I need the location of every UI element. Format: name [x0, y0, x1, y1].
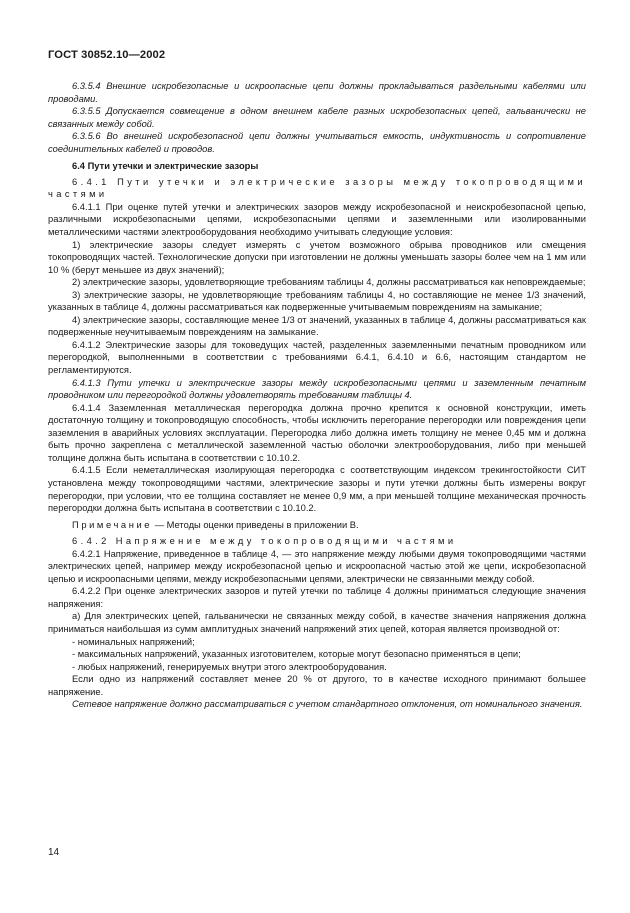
item-a: а) Для электрических цепей, гальванически не связанных между собой, в качестве значения напряжения должна приниматься наибольшая из сумм амплитудных значений напряжений этих цепей, которая является производной от:: [48, 611, 586, 634]
paragraph-6-4-1-1: 6.4.1.1 При оценке путей утечки и электрических зазоров между искробезопасной и неискробезопасной цепью, различными искробезопасными цепями, искробезопасными цепями и заземленными или изолированными металлическими частями электрооборудования необходимо учитывать следующие условия:: [48, 201, 586, 238]
paragraph-network-voltage: Сетевое напряжение должно рассматриваться с учетом стандартного отклонения, от номинального значения.: [72, 699, 583, 710]
paragraph-6-3-5-6: 6.3.5.6 Во внешней искробезопасной цепи должны учитываться емкость, индуктивность и сопротивление соединительных кабелей и проводов.: [48, 131, 586, 154]
subsection-heading-6-4-2: 6.4.2 Напряжение между токопроводящими частями: [72, 536, 457, 547]
note-label: Примечание: [72, 519, 153, 530]
paragraph-6-4-1-2: 6.4.1.2 Электрические зазоры для токоведущих частей, разделенных заземленными печатным проводником или перегородкой, выполненными в соответствии с требованиями 6.4.1, 6.4.10 и 6.6, настоящим стандартом не регламентируются.: [48, 339, 586, 376]
condition-3: 3) электрические зазоры, не удовлетворяющие требованиям таблицы 4, но составляющие не менее 1/3 значений, указанных в таблице 4, должны рассматриваться как подверженные учитываемым повреждениям на замыкание;: [48, 289, 586, 313]
paragraph-6-3-5-4: 6.3.5.4 Внешние искробезопасные и искроопасные цепи должны прокладываться раздельными кабелями или проводами.: [48, 81, 586, 104]
dash-item-3: - любых напряжений, генерируемых внутри этого электрооборудования.: [72, 661, 387, 672]
condition-2: 2) электрические зазоры, удовлетворяющие требованиям таблицы 4, должны рассматриваться как неповреждаемые;: [72, 277, 586, 288]
page-number: 14: [48, 847, 60, 858]
note: [48, 519, 586, 532]
paragraph-6-4-2-1: 6.4.2.1 Напряжение, приведенное в таблице 4, — это напряжение между любыми двумя токопроводящими частями электрических цепей, например между искробезопасной цепью и искроопасной частью этой же цепи, искробезопасной цепью и искроопасными цепями, между искробезопасными цепями, электрически не связанными между собой.: [48, 548, 586, 584]
condition-1: 1) электрические зазоры следует измерять с учетом возможного обрыва проводников или смещения токопроводящих частей. Технологические допуски при изготовлении не должны уменьшать зазоры более чем на 1 мм или 10 % (берут меньшее из двух значений);: [48, 239, 586, 275]
paragraph-6-4-1-5: 6.4.1.5 Если неметаллическая изолирующая перегородка с соответствующим индексом трекингостойкости СИТ установлена между токопроводящими частями, электрические зазоры и пути утечки должны быть измерены вокруг перегородки, при условии, что ее толщина составляет не менее 0,9 мм, а при меньшей толщине механическая прочность перегородки должна быть испытана в соответствии с 10.10.2.: [48, 465, 586, 514]
document-header: ГОСТ 30852.10—2002: [48, 49, 166, 61]
condition-4: 4) электрические зазоры, составляющие менее 1/3 от значений, указанных в таблице 4, должны рассматриваться как подверженные неучитываемым повреждениям на замыкание.: [48, 314, 586, 338]
paragraph-20-percent: Если одно из напряжений составляет менее 20 % от другого, то в качестве исходного принимают большее напряжение.: [48, 674, 586, 697]
paragraph-6-4-1-3: 6.4.1.3 Пути утечки и электрические зазоры между искробезопасными цепями и заземленным печатным проводником или перегородкой должны удовлетворять требованиям таблицы 4.: [48, 377, 586, 401]
note-text: — Методы оценки приведены в приложении В.: [152, 519, 359, 530]
paragraph-6-4-2-2: 6.4.2.2 При оценке электрических зазоров и путей утечки по таблице 4 должны приниматься следующие значения напряжения:: [48, 586, 586, 609]
dash-item-1: - номинальных напряжений;: [72, 636, 195, 647]
dash-item-2: - максимальных напряжений, указанных изготовителем, которые могут безопасно применяться в цепи;: [72, 649, 521, 660]
section-heading-6-4: 6.4 Пути утечки и электрические зазоры: [72, 161, 259, 172]
paragraph-6-4-1-4: 6.4.1.4 Заземленная металлическая перегородка должна прочно крепится к основной конструкции, иметь достаточную толщину и токопроводящую способность, чтобы исключить перегорание перегородки или повреждения цепи заземления в аварийных условиях эксплуатации. Перегородка либо должна иметь толщину не менее 0,45 мм и должна быть прочно закреплена с металлической заземленной частью оболочки электрооборудования, либо при меньшей толщине должна быть испытана в соответствии с 10.10.2.: [48, 402, 586, 463]
subsection-heading-6-4-1: 6.4.1 Пути утечки и электрические зазоры между токопроводящими частями: [48, 176, 586, 200]
document-body: [48, 80, 586, 711]
paragraph-6-3-5-5: 6.3.5.5 Допускается совмещение в одном внешнем кабеле разных искробезопасных цепей, гальванически не связанных между собой.: [48, 106, 586, 129]
